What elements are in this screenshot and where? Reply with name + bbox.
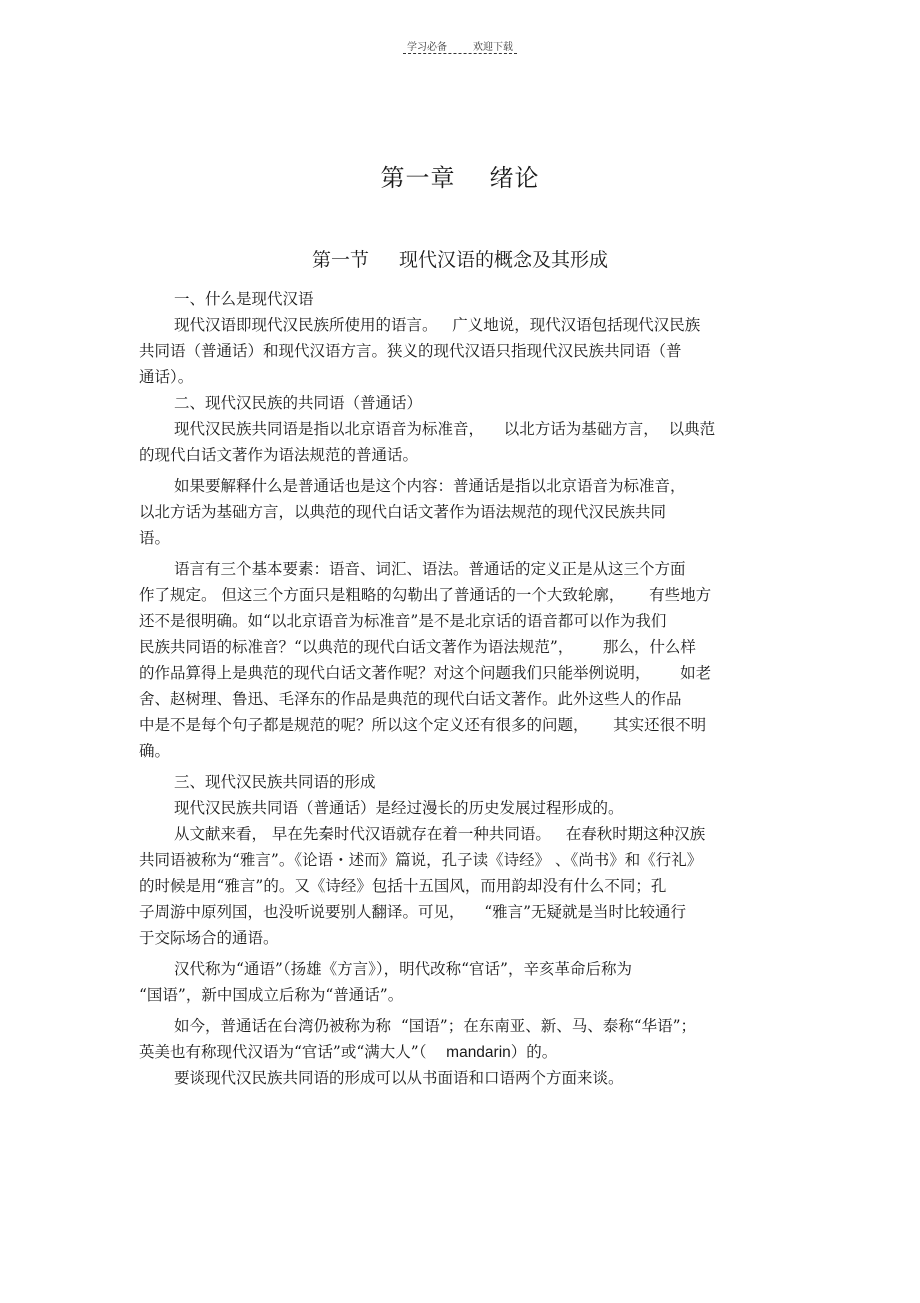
- subheading: 二、现代汉民族的共同语（普通话）: [174, 394, 423, 412]
- section-title: [0, 245, 920, 272]
- paragraph-line: 中是不是每个句子都是规范的呢？所以这个定义还有很多的问题， 其实还很不明: [139, 716, 707, 734]
- paragraph-line: 子周游中原列国，也没听说要别人翻译。可见， “雅言”无疑就是当时比较通行: [139, 903, 687, 921]
- header-right-text: 欢迎下载: [473, 42, 513, 53]
- paragraph-line: 语言有三个基本要素：语音、词汇、语法。普通话的定义正是从这三个方面: [174, 560, 686, 578]
- paragraph-line: 的现代白话文著作为语法规范的普通话。: [139, 446, 419, 464]
- paragraph-line: 通话）。: [139, 368, 194, 386]
- header-left-text: 学习必备: [407, 42, 447, 53]
- paragraph-line: 汉代称为“通语”（扬雄《方言》），明代改称“官话”，辛亥革命后称为: [174, 960, 632, 978]
- latin-term: mandarin: [446, 1044, 511, 1061]
- text-segment: 英美也有称现代汉语为“官话”或“满大人”（: [139, 1043, 447, 1061]
- paragraph-line: 于交际场合的通语。: [139, 929, 279, 947]
- paragraph-line: 民族共同语的标准音？“以典范的现代白话文著作为语法规范”， 那么，什么样: [139, 638, 696, 656]
- paragraph-line: 现代汉民族共同语是指以北京语音为标准音， 以北方话为基础方言， 以典范: [174, 420, 716, 438]
- paragraph-line: [139, 1039, 789, 1065]
- chapter-title: [0, 158, 920, 193]
- paragraph-line: 共同语（普通话）和现代汉语方言。狭义的现代汉语只指现代汉民族共同语（普: [139, 342, 682, 360]
- paragraph-line: 语。: [139, 529, 171, 547]
- paragraph-line: 如果要解释什么是普通话也是这个内容：普通话是指以北京语音为标准音，: [174, 477, 686, 495]
- chapter-number: 第一章: [380, 164, 456, 192]
- paragraph-line: 作了规定。 但这三个方面只是粗略的勾勒出了普通话的一个大致轮廓， 有些地方: [139, 586, 712, 604]
- paragraph-line: 如今，普通话在台湾仍被称为称 “国语”；在东南亚、新、马、泰称“华语”；: [174, 1017, 697, 1035]
- document-body: [139, 286, 789, 1091]
- paragraph-line: 现代汉民族共同语（普通话）是经过漫长的历史发展过程形成的。: [174, 799, 624, 817]
- paragraph-line: 的时候是用“雅言”的。又《诗经》包括十五国风，而用韵却没有什么不同；孔: [139, 877, 667, 895]
- paragraph-line: 确。: [139, 742, 171, 760]
- paragraph-line: 现代汉语即现代汉民族所使用的语言。 广义地说，现代汉语包括现代汉民族: [174, 316, 701, 334]
- section-name: 现代汉语的概念及其形成: [399, 249, 609, 271]
- paragraph-line: 还不是很明确。如“以北京语音为标准音”是不是北京话的语音都可以作为我们: [139, 612, 667, 630]
- page-header: [0, 38, 920, 53]
- text-segment: ）的。: [510, 1043, 558, 1061]
- paragraph-line: 要谈现代汉民族共同语的形成可以从书面语和口语两个方面来谈。: [174, 1069, 624, 1087]
- paragraph-line: 从文献来看， 早在先秦时代汉语就存在着一种共同语。 在春秋时期这种汉族: [174, 825, 706, 843]
- paragraph-line: 共同语被称为“雅言”。《论语・述而》篇说，孔子读《诗经》 、《尚书》和《行礼》: [139, 851, 703, 869]
- paragraph-line: 舍、赵树理、鲁迅、毛泽东的作品是典范的现代白话文著作。此外这些人的作品: [139, 690, 682, 708]
- chapter-name: 绪论: [489, 164, 540, 192]
- section-number: 第一节: [311, 249, 369, 271]
- subheading: 三、现代汉民族共同语的形成: [174, 773, 376, 791]
- paragraph-line: 以北方话为基础方言，以典范的现代白话文著作为语法规范的现代汉民族共同: [139, 503, 667, 521]
- paragraph-line: “国语”，新中国成立后称为“普通话”。: [139, 986, 404, 1004]
- header-divider: [403, 53, 517, 54]
- subheading: 一、什么是现代汉语: [174, 290, 314, 308]
- paragraph-line: 的作品算得上是典范的现代白话文著作呢？对这个问题我们只能举例说明， 如老: [139, 664, 712, 682]
